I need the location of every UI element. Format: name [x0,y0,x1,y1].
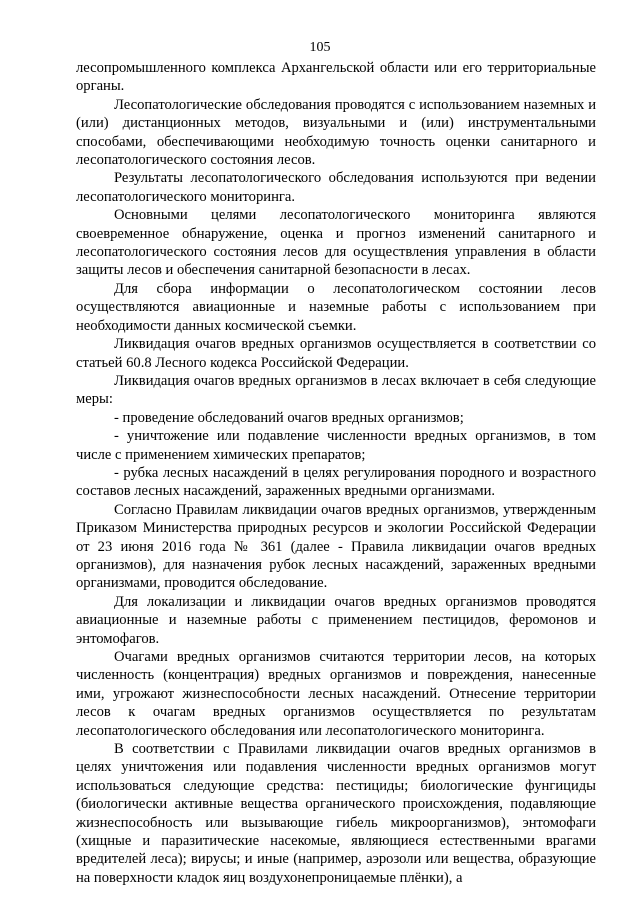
body-text [76,59,596,887]
paragraph: Ликвидация очагов вредных организмов осуществляется в соответствии со статьей 60.8 Лесного кодекса Российской Федерации. [76,336,596,371]
paragraph: Согласно Правилам ликвидации очагов вредных организмов, утвержденным Приказом Министерства природных ресурсов и экологии Российской Федерации от 23 июня 2016 года № 361 (далее - Правила ликвидации очагов вредных организмов), для назначения рубок лесных насаждений, зараженных вредными организмами, проводится обследование. [76,501,596,592]
list-item: - рубка лесных насаждений в целях регулирования породного и возрастного составов лесных насаждений, зараженных вредными организмами. [76,464,596,500]
paragraph: Лесопатологические обследования проводятся с использованием наземных и (или) дистанционных методов, визуальными и (или) инструментальными способами, обеспечивающими необходимую точность оценки санитарного и лесопатологического состояния лесов. [76,96,596,169]
page-number: 105 [309,40,331,55]
paragraph-continuation: лесопромышленного комплекса Архангельской области или его территориальные органы. [76,60,596,95]
paragraph: Ликвидация очагов вредных организмов в лесах включает в себя следующие меры: [76,372,596,408]
paragraph: В соответствии с Правилами ликвидации очагов вредных организмов в целях уничтожения или подавления численности вредных организмов могут использоваться следующие средства: пестициды; биологические фунгициды (биологически активные вещества органического происхождения, подавляющие жизнеспособность или вызывающие гибель микроорганизмов), энтомофаги (хищные и паразитические насекомые, являющиеся естественными врагами вредителей леса); вирусы; и иные (например, аэрозоли или вещества, образующие на поверхности кладок яиц воздухонепроницаемые плёнки), а [76,741,596,886]
list-item: - проведение обследований очагов вредных организмов; [114,409,464,426]
paragraph: Для сбора информации о лесопатологическом состоянии лесов осуществляются авиационные и наземные работы с использованием при необходимости данных космической съемки. [76,280,596,334]
paragraph: Основными целями лесопатологического мониторинга являются своевременное обнаружение, оценка и прогноз изменений санитарного и лесопатологического состояния лесов для осуществления управления в области защиты лесов и обеспечения санитарной безопасности в лесах. [76,207,596,279]
paragraph: Результаты лесопатологического обследования используются при ведении лесопатологического мониторинга. [76,170,596,205]
list-item: - уничтожение или подавление численности вредных организмов, в том числе с применением химических препаратов; [76,428,596,463]
paragraph: Очагами вредных организмов считаются территории лесов, на которых численность (концентрация) вредных организмов и повреждения, нанесенные ими, угрожают жизнеспособности лесных насаждений. Отнесение территории лесов к очагам вредных организмов осуществляется по результатам лесопатологического обследования или лесопатологического мониторинга. [76,649,596,739]
paragraph: Для локализации и ликвидации очагов вредных организмов проводятся авиационные и наземные работы с применением пестицидов, феромонов и энтомофагов. [76,593,596,647]
